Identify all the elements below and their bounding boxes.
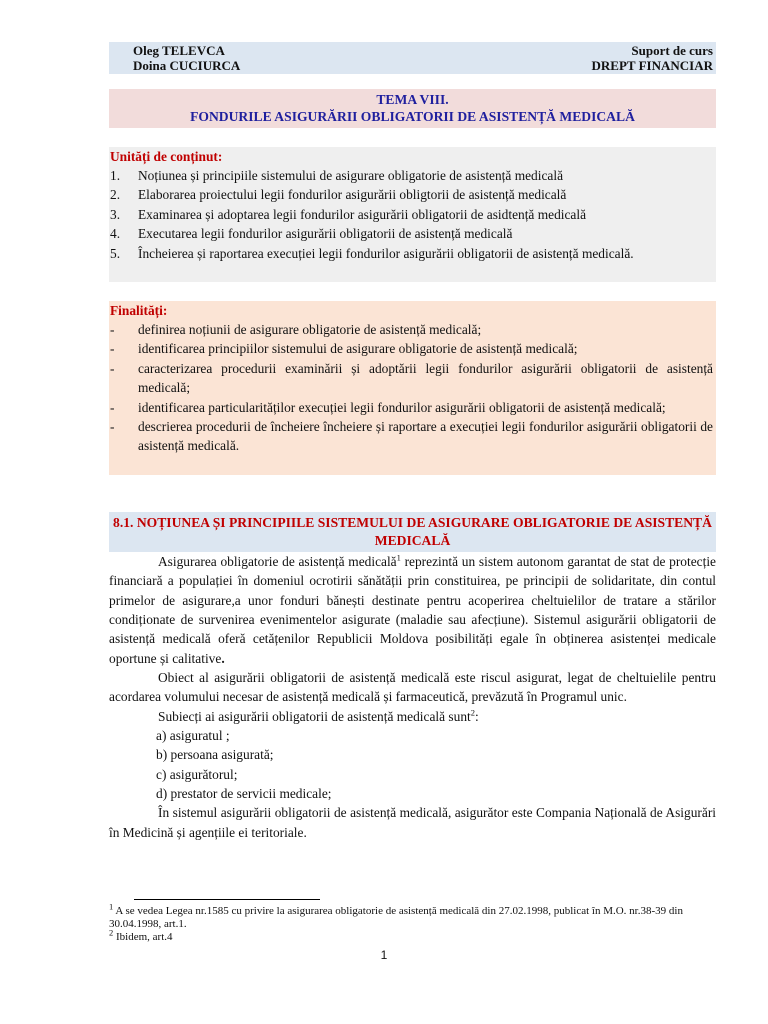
footnote-ref[interactable]: 1: [396, 552, 401, 563]
paragraph: Obiect al asigurării obligatorii de asistență medicală este riscul asigurat, legat de cheltuielile pentru acordarea volumului necesar de asistență medicală și farmaceutică, prevăzută în Programul unic.: [109, 670, 716, 705]
paragraph-text: Subiecți ai asigurării obligatorii de asistență medicală sunt: [158, 708, 471, 724]
paragraph-end: .: [221, 650, 225, 666]
paragraph-text: Asigurarea obligatorie de asistență medicală: [158, 554, 397, 569]
subject-item: d) prestator de servicii medicale;: [156, 786, 332, 802]
list-marker: 4.: [110, 226, 121, 242]
list-item: [109, 417, 716, 456]
footnote-number: 2: [109, 927, 114, 938]
paragraph: [109, 707, 716, 726]
list-marker: 2.: [110, 187, 121, 203]
footnote-number: 1: [109, 901, 114, 912]
list-marker: -: [110, 399, 115, 415]
footnote: [109, 927, 716, 944]
list-item-text: identificarea principiilor sistemului de asigurare obligatorie de asistență medicală;: [138, 341, 578, 357]
topic-number: TEMA VIII.: [376, 92, 449, 107]
list-item: [109, 359, 716, 398]
footnotes: [109, 901, 716, 944]
list-marker: 1.: [110, 168, 121, 183]
content-units-list: [109, 166, 716, 263]
authors: [133, 43, 240, 73]
outcomes-title: Finalități:: [110, 303, 168, 318]
section-body: [109, 552, 716, 842]
list-item-text: Executarea legii fondurilor asigurării obligatorii de asistență medicală: [138, 226, 513, 242]
list-marker: -: [110, 322, 115, 337]
list-item-text: Examinarea și adoptarea legii fondurilor asigurării obligatorii de asidtență medicală: [138, 206, 587, 222]
author-name: Doina CUCIURCA: [133, 58, 241, 73]
list-item: [109, 398, 716, 417]
footnote-ref[interactable]: 2: [470, 707, 475, 718]
author-name: Oleg TELEVCA: [133, 43, 225, 58]
page-header: [109, 42, 716, 74]
list-item: [109, 339, 716, 358]
list-item: [109, 166, 716, 185]
list-item-text: Elaborarea proiectului legii fondurilor asigurării obligtorii de asistență medicală: [138, 187, 567, 203]
list-item: [109, 224, 716, 243]
list-marker: 5.: [110, 245, 121, 261]
paragraph: În sistemul asigurării obligatorii de asistență medicală, asigurător este Compania Națională de Asigurări în Medicină și agențiile ei teritoriale.: [109, 805, 716, 840]
paragraph: [109, 552, 716, 668]
list-item: [109, 320, 716, 339]
list-item-text: caracterizarea procedurii examinării și adoptării legii fondurilor asigurării obligatorii de asistență medicală;: [138, 360, 713, 396]
section-heading: 8.1. NOȚIUNEA ȘI PRINCIPIILE SISTEMULUI DE ASIGURARE OBLIGATORIE DE ASISTENȚĂ MEDICALĂ: [109, 512, 716, 552]
list-item: [109, 185, 716, 204]
list-item-text: Încheierea și raportarea execuției legii fondurilor asigurării obligatorii de asistență medicală.: [138, 245, 634, 261]
list-item-text: definirea noțiunii de asigurare obligatorie de asistență medicală;: [138, 322, 482, 337]
outcomes-box: [109, 301, 716, 475]
list-item-text: identificarea particularităților execuției legii fondurilor asigurării obligatorii de asistență medicală;: [138, 399, 666, 415]
list-marker: -: [110, 360, 115, 376]
subject-item: c) asigurătorul;: [156, 766, 238, 782]
footnote-text: A se vedea Legea nr.1585 cu privire la asigurarea obligatorie de asistență medicală din 27.02.1998, publicat în M.O. nr.38-39 din 30.04.1998, art.1.: [109, 905, 683, 930]
list-item: [109, 244, 716, 263]
page-number: 1: [380, 948, 388, 962]
footnote-text: Ibidem, art.4: [113, 931, 173, 943]
course-info: [592, 43, 713, 73]
list-item-text: descrierea procedurii de încheiere încheiere și raportare a execuției legii fondurilor asigurării obligatorii de asistență medicală.: [138, 419, 713, 454]
footnote: [109, 901, 716, 931]
paragraph-text: reprezintă un sistem autonom garantat de stat de protecție financiară a populației în domeniul ocrotirii sănătății prin constituirea, pe principii de solidaritate, din contul primelor de asigurare,a unor fonduri bănești destinate pentru acoperirea cheltuielilor de tratare a stărilor condiționate de survenirea evenimentelor asigurate (maladie sau afecțiune). Sistemul asigurării obligatorii de asistență medicală oferă cetățenilor Republicii Moldova posibilități egale în obținerea asistenței medicale oportune și calitative: [109, 554, 716, 666]
list-item-text: Noțiunea și principiile sistemului de asigurare obligatorie de asistență medicală: [138, 168, 564, 183]
list-marker: -: [110, 341, 115, 357]
outcomes-list: [109, 320, 716, 456]
paragraph-text: :: [474, 708, 479, 724]
topic-title-box: [109, 89, 716, 128]
course-label: Suport de curs: [631, 43, 713, 58]
list-marker: -: [110, 419, 115, 435]
content-units-box: [109, 147, 716, 282]
subject-item: a) asiguratul ;: [156, 728, 230, 744]
list-marker: 3.: [110, 206, 121, 222]
subject-item: b) persoana asigurată;: [156, 747, 274, 763]
footnote-separator: [134, 899, 320, 900]
list-item: [109, 205, 716, 224]
content-units-title: Unități de conținut:: [110, 149, 223, 164]
topic-title: FONDURILE ASIGURĂRII OBLIGATORII DE ASISTENȚĂ MEDICALĂ: [190, 109, 635, 124]
course-name: DREPT FINANCIAR: [591, 58, 713, 73]
